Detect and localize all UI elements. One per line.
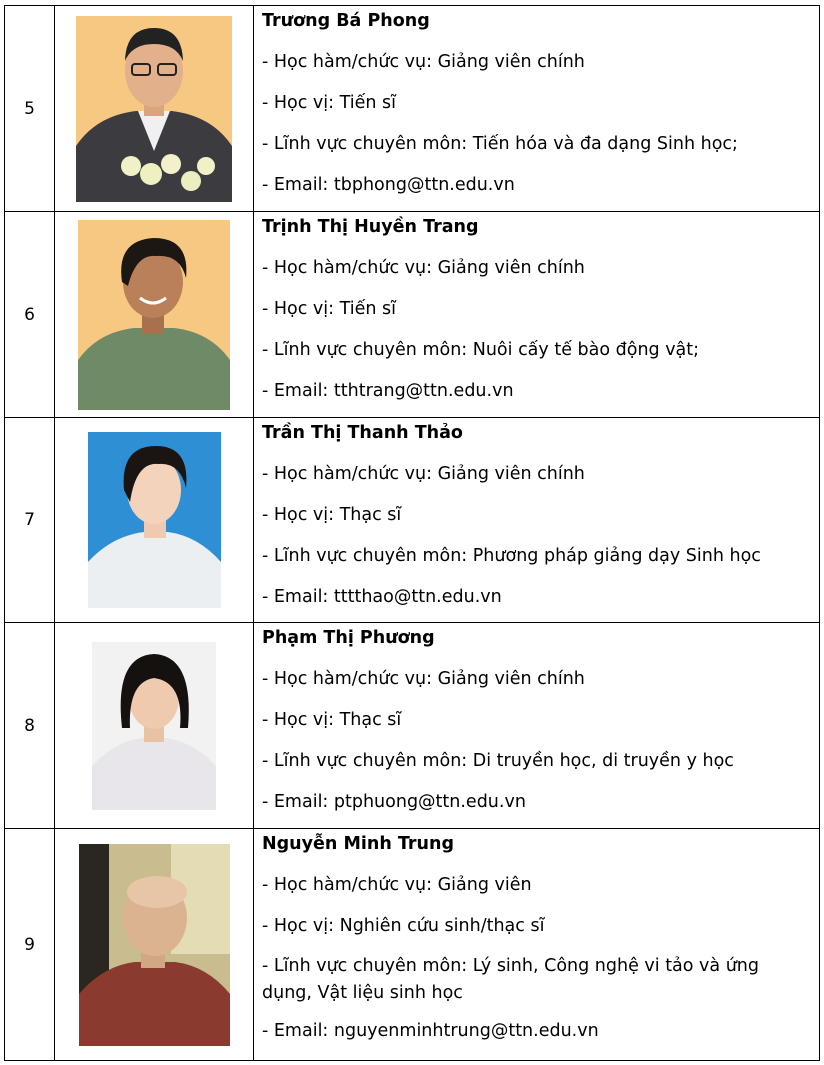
portrait-photo <box>76 16 232 202</box>
staff-field: - Lĩnh vực chuyên môn: Lý sinh, Công nghệ vi tảo và ứng dụng, Vật liệu sinh học <box>262 956 759 1003</box>
row-number: 9 <box>5 829 55 1061</box>
flower <box>197 157 215 175</box>
staff-name: Trương Bá Phong <box>262 11 430 31</box>
row-number: 5 <box>5 6 55 212</box>
staff-field: - Lĩnh vực chuyên môn: Phương pháp giảng dạy Sinh học <box>262 546 761 566</box>
table-row <box>5 212 820 418</box>
info-cell <box>254 6 820 212</box>
photo-cell <box>55 6 254 212</box>
staff-field: - Lĩnh vực chuyên môn: Tiến hóa và đa dạng Sinh học; <box>262 134 738 154</box>
photo-cell <box>55 623 254 829</box>
staff-title: - Học hàm/chức vụ: Giảng viên chính <box>262 258 585 278</box>
head-top <box>127 876 187 908</box>
portrait-photo <box>92 642 216 810</box>
staff-email: - Email: tttthao@ttn.edu.vn <box>262 587 502 607</box>
table-row <box>5 6 820 212</box>
staff-degree: - Học vị: Tiến sĩ <box>262 93 397 113</box>
portrait-image <box>79 844 230 1046</box>
staff-email: - Email: tbphong@ttn.edu.vn <box>262 175 515 195</box>
table-row <box>5 623 820 829</box>
staff-title: - Học hàm/chức vụ: Giảng viên chính <box>262 52 585 72</box>
photo-cell <box>55 829 254 1061</box>
staff-name: Trịnh Thị Huyền Trang <box>262 217 479 237</box>
info-cell <box>254 623 820 829</box>
photo-cell <box>55 418 254 623</box>
shirt-shape <box>78 328 230 410</box>
photo-cell <box>55 212 254 418</box>
portrait-image <box>88 432 221 608</box>
staff-field: - Lĩnh vực chuyên môn: Nuôi cấy tế bào động vật; <box>262 340 700 360</box>
staff-name: Trần Thị Thanh Thảo <box>262 423 463 443</box>
staff-name: Phạm Thị Phương <box>262 628 435 648</box>
table-row <box>5 829 820 1061</box>
info-cell <box>254 829 820 1061</box>
staff-degree: - Học vị: Thạc sĩ <box>262 710 402 730</box>
row-number: 6 <box>5 212 55 418</box>
row-number: 8 <box>5 623 55 829</box>
staff-email: - Email: ptphuong@ttn.edu.vn <box>262 792 526 812</box>
flower <box>161 154 181 174</box>
portrait-photo <box>88 432 221 608</box>
staff-field: - Lĩnh vực chuyên môn: Di truyền học, di truyền y học <box>262 751 734 771</box>
info-cell <box>254 418 820 623</box>
staff-degree: - Học vị: Nghiên cứu sinh/thạc sĩ <box>262 916 545 936</box>
flower <box>121 156 141 176</box>
staff-name: Nguyễn Minh Trung <box>262 834 454 854</box>
portrait-photo <box>79 844 230 1046</box>
staff-degree: - Học vị: Tiến sĩ <box>262 299 397 319</box>
flower <box>140 163 162 185</box>
portrait-photo <box>78 220 230 410</box>
staff-email: - Email: nguyenminhtrung@ttn.edu.vn <box>262 1021 599 1041</box>
staff-email: - Email: tthtrang@ttn.edu.vn <box>262 381 514 401</box>
portrait-image <box>92 642 216 810</box>
shirt-shape <box>79 962 230 1046</box>
portrait-image <box>76 16 232 202</box>
staff-table <box>4 5 820 1061</box>
portrait-image <box>78 220 230 410</box>
row-number: 7 <box>5 418 55 623</box>
staff-degree: - Học vị: Thạc sĩ <box>262 505 402 525</box>
staff-title: - Học hàm/chức vụ: Giảng viên chính <box>262 669 585 689</box>
flower <box>181 171 201 191</box>
info-cell <box>254 212 820 418</box>
staff-title: - Học hàm/chức vụ: Giảng viên <box>262 875 532 895</box>
table-row <box>5 418 820 623</box>
staff-title: - Học hàm/chức vụ: Giảng viên chính <box>262 464 585 484</box>
